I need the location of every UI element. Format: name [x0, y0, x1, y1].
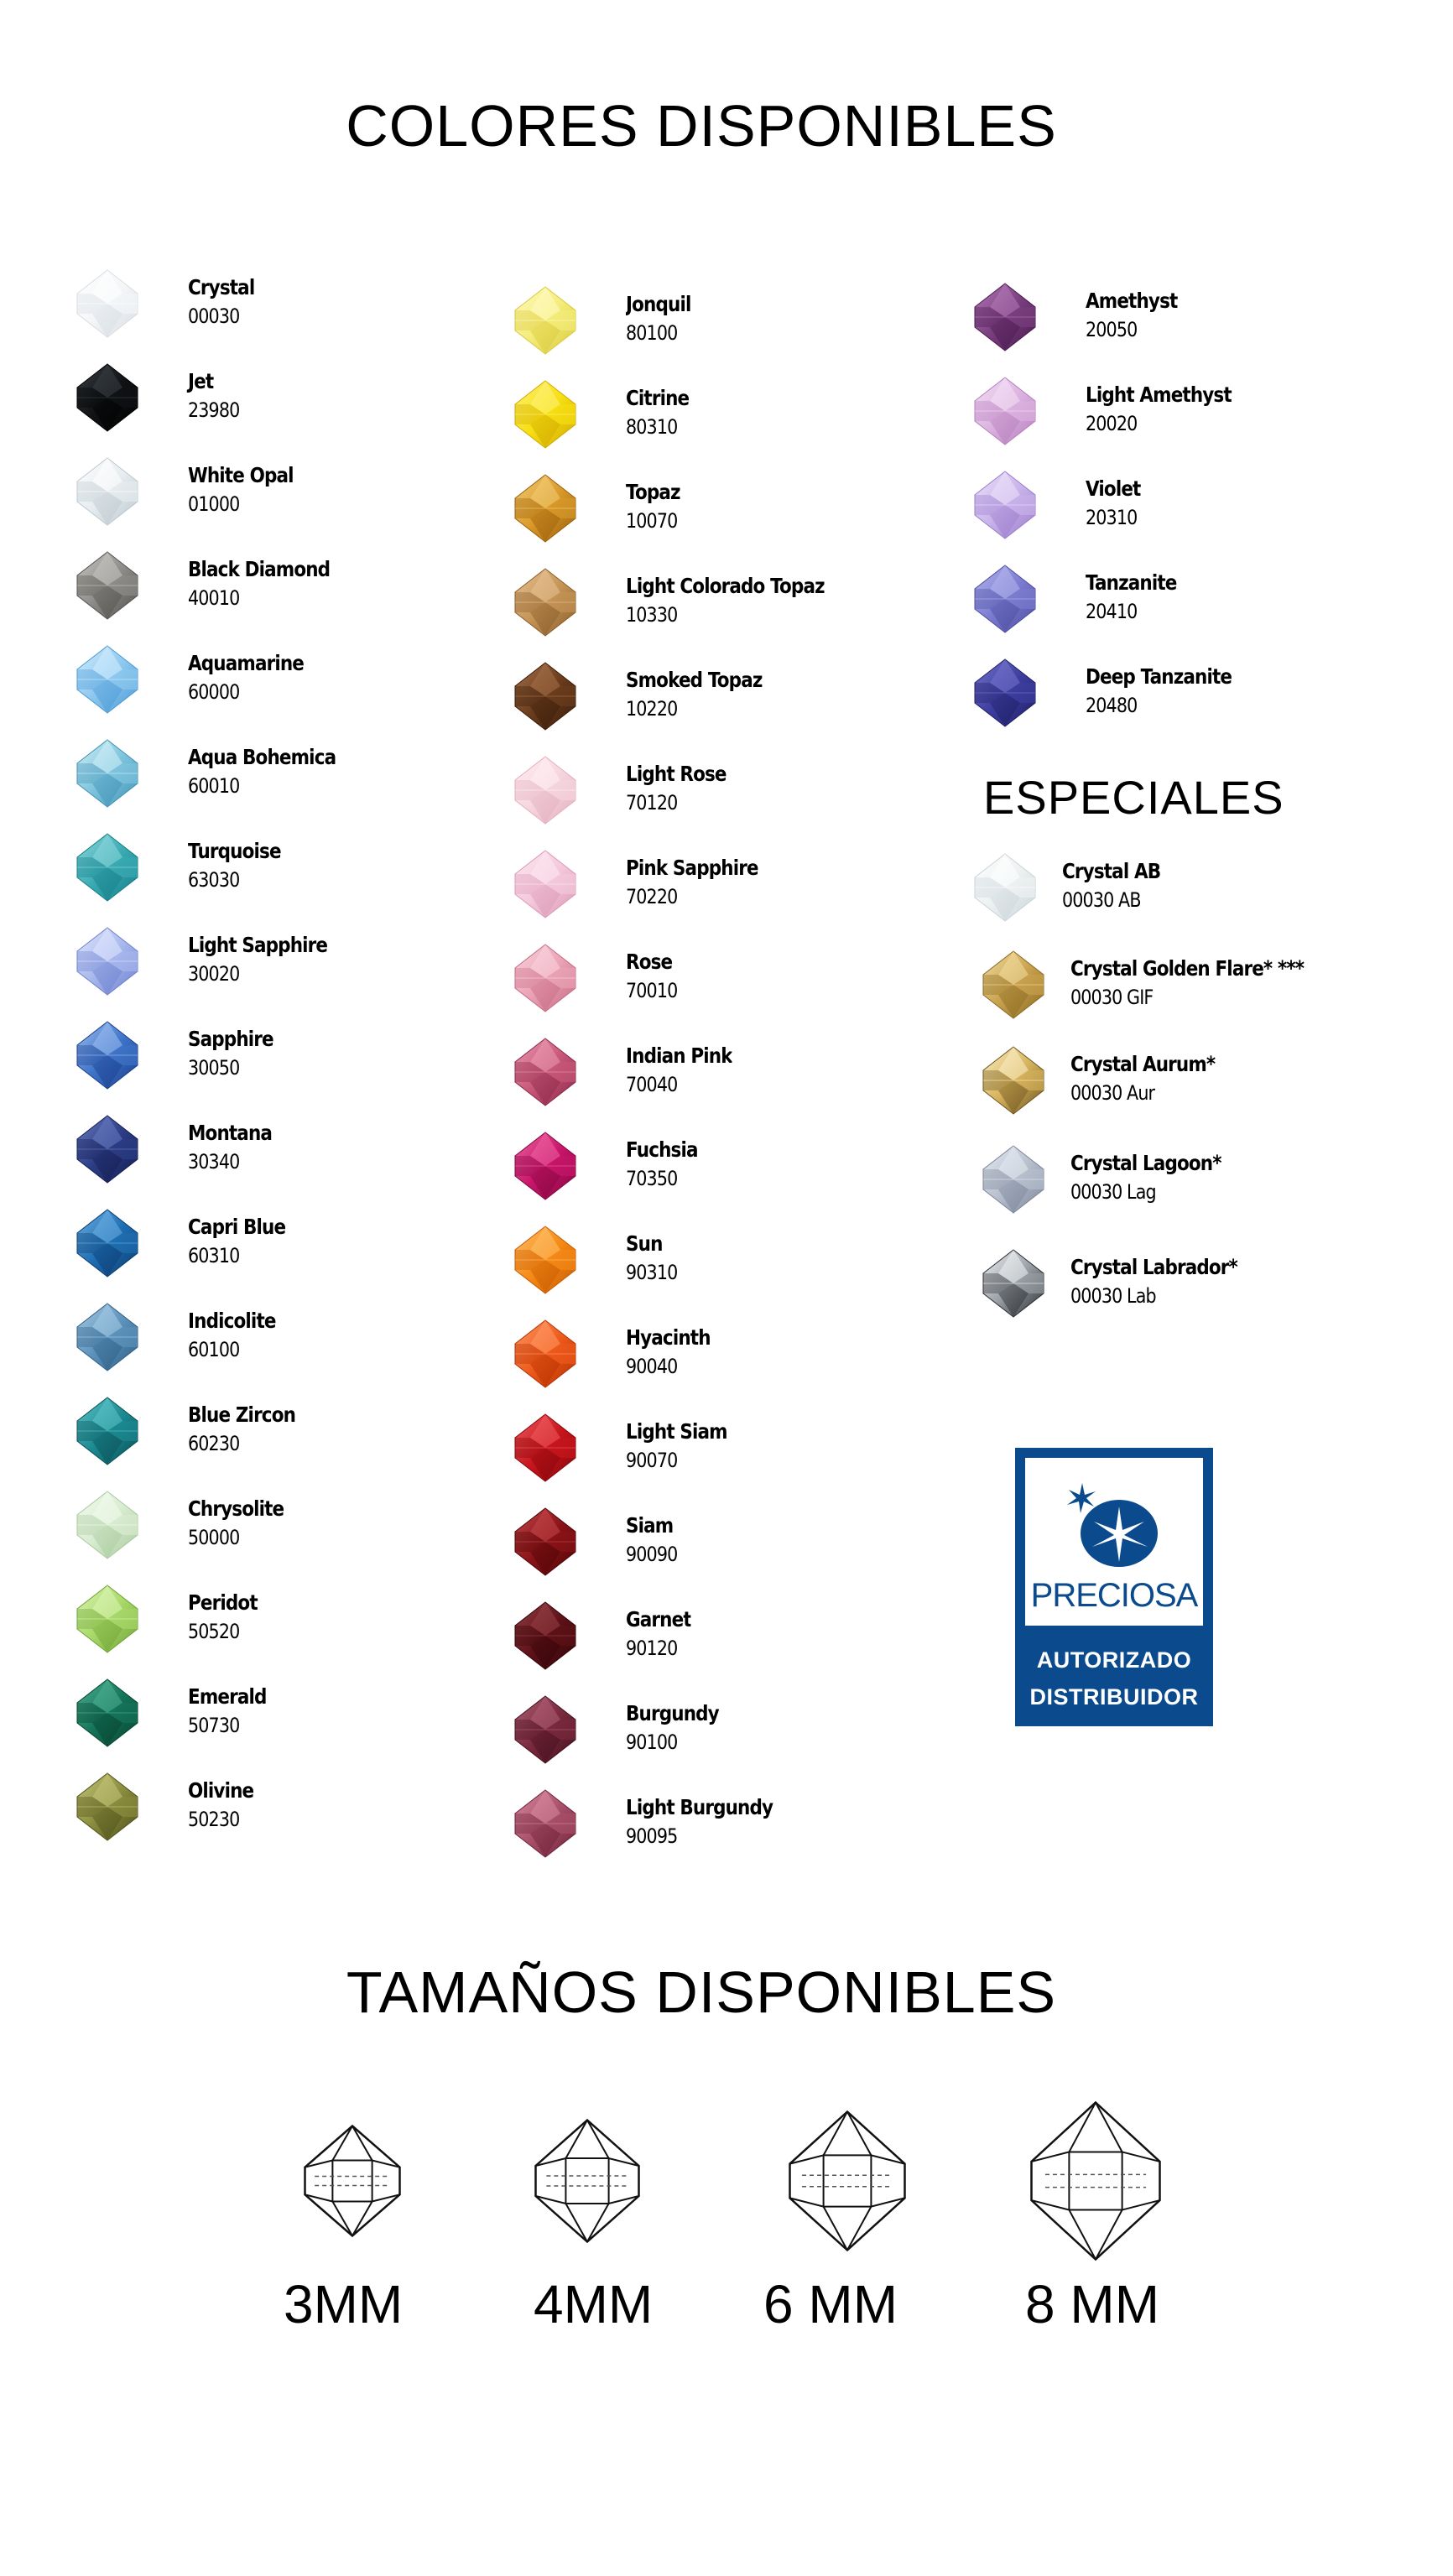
bead-swatch: [970, 282, 1040, 352]
bead-swatch: [510, 1694, 581, 1765]
color-name: Light Rose: [626, 762, 726, 786]
bead-icon: [510, 1225, 581, 1295]
preciosa-badge: [1015, 1448, 1213, 1726]
especiales-title: ESPECIALES: [983, 771, 1284, 824]
badge-line-1: AUTORIZADO: [1036, 1647, 1192, 1673]
bead-icon: [510, 1037, 581, 1107]
bead-icon: [970, 470, 1040, 540]
bead-icon: [978, 1144, 1049, 1215]
bead-icon: [72, 1584, 143, 1654]
bead-swatch: [72, 1584, 143, 1654]
color-code: 70350: [626, 1167, 678, 1190]
color-item: [510, 567, 946, 651]
bead-swatch: [510, 1037, 581, 1107]
bead-swatch: [72, 1490, 143, 1560]
color-label: [626, 1418, 743, 1475]
color-name: Violet: [1086, 476, 1141, 501]
color-name: Light Burgundy: [626, 1795, 773, 1819]
color-label: [188, 1307, 290, 1364]
bead-icon: [72, 832, 143, 903]
bicone-outline-icon: [534, 2118, 641, 2244]
bead-swatch: [970, 852, 1040, 923]
color-item: [510, 379, 946, 463]
color-name: Olivine: [188, 1778, 254, 1803]
color-item: [510, 473, 946, 557]
color-name: Jet: [188, 369, 214, 393]
bead-icon: [978, 950, 1049, 1020]
color-item: [510, 1131, 946, 1215]
bead-icon: [72, 1678, 143, 1748]
color-code: 01000: [188, 492, 240, 516]
special-item: [970, 852, 1406, 936]
color-label: [626, 290, 701, 347]
color-item: [72, 1114, 508, 1198]
color-label: [188, 1213, 301, 1270]
bead-swatch: [72, 1772, 143, 1842]
size-label: 3MM: [284, 2274, 404, 2334]
color-label: [188, 1401, 313, 1458]
color-code: 50730: [188, 1714, 240, 1737]
color-label: [1070, 1050, 1238, 1107]
color-item: [970, 282, 1406, 366]
color-label: [188, 1589, 268, 1646]
bead-icon: [970, 658, 1040, 728]
bead-swatch: [72, 926, 143, 997]
color-code: 60310: [188, 1244, 240, 1267]
color-name: Topaz: [626, 480, 680, 504]
color-name: Deep Tanzanite: [1086, 664, 1232, 689]
color-code: 00030 GIF: [1070, 986, 1154, 1009]
color-label: [626, 760, 742, 817]
bead-swatch: [510, 379, 581, 450]
bead-swatch: [510, 285, 581, 356]
color-code: 00030 Aur: [1070, 1081, 1155, 1105]
color-code: 30020: [188, 962, 240, 986]
bead-icon: [72, 1208, 143, 1278]
color-item: [970, 376, 1406, 460]
bead-icon: [72, 926, 143, 997]
color-item: [510, 661, 946, 745]
color-name: Light Sapphire: [188, 933, 328, 957]
bead-swatch: [510, 1131, 581, 1201]
color-code: 23980: [188, 398, 240, 422]
bead-swatch: [510, 1788, 581, 1859]
color-name: Citrine: [626, 386, 690, 410]
color-label: [1070, 955, 1341, 1012]
color-code: 60230: [188, 1432, 240, 1455]
color-item: [72, 1772, 508, 1855]
bead-icon: [72, 362, 143, 433]
bead-swatch: [978, 950, 1049, 1020]
bead-swatch: [72, 832, 143, 903]
color-item: [72, 1302, 508, 1386]
color-code: 70220: [626, 885, 678, 908]
color-label: [626, 384, 700, 441]
bead-swatch: [72, 362, 143, 433]
sizes-title: TAMAÑOS DISPONIBLES: [346, 1959, 1057, 2025]
color-item: [970, 564, 1406, 648]
color-item: [72, 550, 508, 634]
special-item: [978, 1144, 1414, 1228]
color-name: Fuchsia: [626, 1137, 698, 1162]
bead-icon: [510, 285, 581, 356]
color-label: [1086, 663, 1255, 720]
color-code: 60100: [188, 1338, 240, 1361]
color-code: 80100: [626, 321, 678, 345]
color-item: [510, 755, 946, 839]
color-item: [72, 268, 508, 352]
bead-swatch: [510, 849, 581, 919]
color-item: [510, 1600, 946, 1684]
color-name: Rose: [626, 950, 673, 974]
color-label: [626, 1230, 685, 1287]
color-label: [1070, 1253, 1264, 1310]
color-name: Indian Pink: [626, 1043, 732, 1068]
color-label: [626, 666, 784, 723]
color-code: 50520: [188, 1620, 240, 1643]
color-label: [626, 572, 857, 629]
color-item: [510, 849, 946, 933]
color-code: 20020: [1086, 412, 1138, 435]
color-name: Chrysolite: [188, 1496, 284, 1521]
color-label: [626, 1605, 701, 1663]
color-name: White Opal: [188, 463, 294, 487]
color-label: [626, 854, 779, 911]
color-name: Crystal Golden Flare* ***: [1070, 956, 1305, 981]
color-code: 30340: [188, 1150, 240, 1174]
color-code: 20480: [1086, 694, 1138, 717]
bead-swatch: [510, 943, 581, 1013]
bead-icon: [978, 1248, 1049, 1319]
bead-swatch: [72, 1302, 143, 1372]
color-label: [1086, 381, 1255, 438]
color-item: [510, 1507, 946, 1590]
color-label: [188, 555, 353, 612]
color-code: 90310: [626, 1261, 678, 1284]
bead-swatch: [510, 1600, 581, 1671]
color-label: [626, 1136, 710, 1193]
special-item: [978, 1045, 1414, 1129]
color-name: Montana: [188, 1121, 273, 1145]
bicone-outline-icon: [788, 2110, 907, 2252]
bead-icon: [72, 456, 143, 527]
color-item: [72, 926, 508, 1010]
color-label: [188, 837, 296, 894]
bead-swatch: [970, 658, 1040, 728]
special-item: [978, 1248, 1414, 1332]
bead-swatch: [510, 755, 581, 825]
bead-swatch: [510, 473, 581, 544]
color-item: [72, 1584, 508, 1668]
bead-swatch: [72, 1114, 143, 1184]
bead-icon: [510, 1694, 581, 1765]
bead-icon: [510, 1788, 581, 1859]
color-label: [1062, 857, 1176, 914]
color-item: [72, 644, 508, 728]
color-label: [188, 743, 360, 800]
bead-swatch: [72, 1020, 143, 1090]
bead-icon: [510, 1413, 581, 1483]
color-item: [970, 658, 1406, 742]
color-code: 00030: [188, 304, 240, 328]
color-name: Amethyst: [1086, 289, 1178, 313]
bead-icon: [72, 1490, 143, 1560]
color-item: [72, 1396, 508, 1480]
color-name: Hyacinth: [626, 1325, 711, 1350]
color-code: 10330: [626, 603, 678, 627]
size-option: [303, 2124, 402, 2238]
bead-swatch: [510, 1413, 581, 1483]
bead-swatch: [72, 738, 143, 809]
bead-icon: [510, 473, 581, 544]
bead-swatch: [510, 1319, 581, 1389]
color-code: 50230: [188, 1808, 240, 1831]
color-code: 70120: [626, 791, 678, 814]
color-code: 70010: [626, 979, 678, 1002]
bead-swatch: [510, 1507, 581, 1577]
color-code: 90040: [626, 1355, 678, 1378]
bead-swatch: [970, 470, 1040, 540]
color-item: [510, 1225, 946, 1309]
color-label: [188, 931, 350, 988]
color-item: [510, 1319, 946, 1402]
color-name: Turquoise: [188, 839, 281, 863]
color-name: Crystal: [188, 275, 255, 299]
size-option: [788, 2110, 907, 2252]
bead-icon: [72, 1396, 143, 1466]
color-code: 40010: [188, 586, 240, 610]
color-item: [72, 1490, 508, 1574]
bicone-outline-icon: [1029, 2100, 1162, 2261]
color-item: [72, 1678, 508, 1762]
bicone-outline-icon: [303, 2124, 402, 2238]
bead-icon: [970, 376, 1040, 446]
bead-icon: [510, 1507, 581, 1577]
color-label: [626, 948, 685, 1005]
color-name: Aqua Bohemica: [188, 745, 336, 769]
bead-icon: [72, 1114, 143, 1184]
bead-swatch: [510, 567, 581, 637]
color-name: Burgundy: [626, 1701, 719, 1725]
bead-swatch: [72, 456, 143, 527]
bead-icon: [510, 849, 581, 919]
color-name: Pink Sapphire: [626, 856, 758, 880]
bead-icon: [510, 943, 581, 1013]
color-code: 90120: [626, 1637, 678, 1660]
bead-icon: [72, 1772, 143, 1842]
bead-icon: [970, 282, 1040, 352]
color-code: 00030 Lab: [1070, 1284, 1156, 1308]
bead-icon: [970, 564, 1040, 634]
size-label: 6 MM: [763, 2274, 898, 2334]
color-name: Emerald: [188, 1684, 267, 1709]
color-label: [188, 649, 322, 706]
color-item: [72, 1020, 508, 1104]
color-label: [626, 1793, 797, 1850]
color-name: Tanzanite: [1086, 570, 1177, 595]
color-label: [1070, 1149, 1246, 1206]
size-label: 8 MM: [1025, 2274, 1159, 2334]
color-label: [188, 1119, 285, 1176]
preciosa-star-logo-icon: [1025, 1481, 1203, 1574]
color-name: Crystal Lagoon*: [1070, 1151, 1221, 1175]
bead-swatch: [72, 1208, 143, 1278]
special-item: [978, 950, 1414, 1033]
color-label: [1086, 569, 1191, 626]
color-label: [188, 1025, 287, 1082]
color-label: [626, 1699, 734, 1756]
color-code: 70040: [626, 1073, 678, 1096]
color-name: Peridot: [188, 1590, 258, 1615]
color-label: [626, 1042, 749, 1099]
badge-logo-panel: [1025, 1458, 1203, 1626]
color-name: Sun: [626, 1231, 663, 1256]
color-label: [626, 1324, 724, 1381]
color-code: 90095: [626, 1824, 678, 1848]
color-code: 50000: [188, 1526, 240, 1549]
color-item: [510, 1413, 946, 1496]
color-code: 63030: [188, 868, 240, 892]
color-name: Black Diamond: [188, 557, 331, 581]
color-name: Capri Blue: [188, 1215, 286, 1239]
color-name: Light Colorado Topaz: [626, 574, 825, 598]
color-item: [510, 1694, 946, 1778]
color-label: [188, 1683, 279, 1740]
page-title: COLORES DISPONIBLES: [346, 93, 1057, 159]
color-label: [626, 1512, 685, 1569]
color-name: Light Siam: [626, 1419, 727, 1444]
color-item: [510, 1037, 946, 1121]
badge-line-2: DISTRIBUIDOR: [1029, 1684, 1199, 1710]
color-label: [188, 273, 265, 330]
color-item: [510, 285, 946, 369]
color-code: 00030 Lag: [1070, 1180, 1156, 1204]
color-code: 20050: [1086, 318, 1138, 341]
badge-brand: PRECIOSA: [1030, 1577, 1198, 1614]
color-item: [970, 470, 1406, 554]
bead-swatch: [978, 1248, 1049, 1319]
size-label: 4MM: [534, 2274, 654, 2334]
bead-icon: [510, 755, 581, 825]
color-name: Aquamarine: [188, 651, 305, 675]
bead-swatch: [970, 376, 1040, 446]
color-name: Blue Zircon: [188, 1402, 296, 1427]
bead-swatch: [970, 564, 1040, 634]
bead-icon: [978, 1045, 1049, 1116]
bead-icon: [72, 644, 143, 715]
color-label: [188, 1777, 264, 1834]
color-label: [188, 461, 310, 518]
color-item: [72, 738, 508, 822]
bead-icon: [72, 738, 143, 809]
color-code: 90100: [626, 1730, 678, 1754]
color-label: [188, 367, 247, 424]
color-item: [72, 456, 508, 540]
color-code: 30050: [188, 1056, 240, 1080]
color-code: 60010: [188, 774, 240, 798]
color-name: Crystal Labrador*: [1070, 1255, 1237, 1279]
color-name: Smoked Topaz: [626, 668, 763, 692]
size-option: [1029, 2100, 1162, 2261]
color-name: Crystal Aurum*: [1070, 1052, 1216, 1076]
bead-icon: [510, 1600, 581, 1671]
color-code: 80310: [626, 415, 678, 439]
bead-icon: [510, 661, 581, 731]
color-code: 90090: [626, 1543, 678, 1566]
color-name: Jonquil: [626, 292, 691, 316]
color-label: [1086, 475, 1149, 532]
bead-swatch: [72, 550, 143, 621]
bead-icon: [510, 379, 581, 450]
bead-icon: [970, 852, 1040, 923]
bead-swatch: [72, 644, 143, 715]
color-code: 10070: [626, 509, 678, 533]
color-item: [72, 1208, 508, 1292]
bead-swatch: [978, 1144, 1049, 1215]
color-code: 60000: [188, 680, 240, 704]
bead-icon: [72, 268, 143, 339]
bead-swatch: [510, 661, 581, 731]
color-name: Crystal AB: [1062, 859, 1161, 883]
color-name: Garnet: [626, 1607, 691, 1631]
color-name: Indicolite: [188, 1309, 276, 1333]
color-code: 20410: [1086, 600, 1138, 623]
bead-swatch: [978, 1045, 1049, 1116]
color-name: Siam: [626, 1513, 674, 1538]
color-item: [510, 943, 946, 1027]
bead-icon: [510, 567, 581, 637]
color-item: [72, 362, 508, 446]
color-code: 10220: [626, 697, 678, 721]
bead-swatch: [510, 1225, 581, 1295]
size-option: [534, 2118, 641, 2244]
bead-icon: [72, 550, 143, 621]
color-item: [510, 1788, 946, 1872]
color-label: [626, 478, 689, 535]
bead-icon: [72, 1020, 143, 1090]
bead-swatch: [72, 1396, 143, 1466]
bead-icon: [72, 1302, 143, 1372]
color-name: Light Amethyst: [1086, 382, 1232, 407]
color-label: [1086, 287, 1192, 344]
color-label: [188, 1495, 299, 1552]
bead-icon: [510, 1131, 581, 1201]
bead-swatch: [72, 268, 143, 339]
color-code: 00030 AB: [1062, 888, 1141, 912]
bead-icon: [510, 1319, 581, 1389]
color-code: 20310: [1086, 506, 1138, 529]
color-code: 90070: [626, 1449, 678, 1472]
color-name: Sapphire: [188, 1027, 273, 1051]
color-item: [72, 832, 508, 916]
bead-swatch: [72, 1678, 143, 1748]
